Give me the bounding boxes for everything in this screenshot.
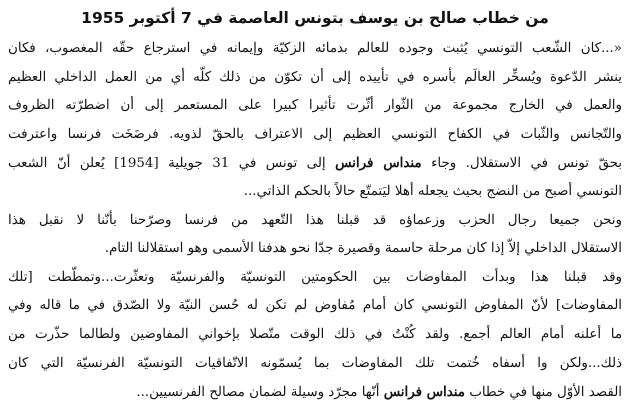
text-line: ينشر الدّعوة ويُسخِّر العالَم بأسره في تأييده إلى أن تكوّن من ذلك كلّه أي من العمل الداخلي العظيم — [8, 69, 622, 85]
bold-name: منداس فرانس — [383, 384, 465, 401]
text-line: ذلك...ولكن وا أسفاه خُتمت تلك المفاوضات بما يُسمّونه الاتّفاقيات التونسيّة الفرنسيّة التي كان — [8, 355, 622, 371]
text-line: التونسي أصبح من النضج بحيث يجعله أهلا ليَتمتّع حالاً بالحكم الذاتي... — [243, 183, 622, 199]
text-line: ما أعلنه أمام العالم أجمع. ولقد كُنْتُ في ذلك الوقت متّصلا بإخواني المفاوضين ولطالما حذّرت من — [8, 326, 622, 342]
text-line: الاستقلال الداخلي إلاّ إذا كان مرحلة حاسمة وقصيرة جدّا نحو هدفنا الأسمى وهو استقلالنا التام. — [104, 241, 622, 257]
text-line: «...كان الشّعب التونسي يُثبت وجوده للعالم بدمائه الزكيّة وإيمانه في استرجاع حقّه المغصوب، فكان — [8, 41, 622, 56]
text-line: بحقّ تونس في الاستقلال. وجاء منداس فرانس إلى تونس في 31 جويلية [1954] يُعلن أنّ الشعب — [8, 155, 622, 172]
text-line: القصد الأوّل منها في خطاب منداس فرانس أنّها مجرّد وسيلة لضمان مصالح الفرنسيين... — [136, 384, 622, 401]
text-line: والتّجانس والثّبات في الكفاح التونسي العظيم إلى الاعتراف بالحقّ لذويه. فرضَخَت فرنسا واعترفت — [8, 126, 622, 142]
quote-body — [8, 35, 622, 407]
document-title: من خطاب صالح بن يوسف بتونس العاصمة في 7 أكتوبر 1955 — [81, 9, 549, 27]
text-line: المفاوضات] لأنّ المفاوض التونسي كان أمام مُفاوض لم تكن له حُسن النيّة ولا الصّدق في ما قاله وفي — [8, 298, 622, 314]
text-line: والعمل في الخارج مجموعة من الثّوار أثّرت تأثيرا كبيرا على المستعمر إلى أن اضطرّته الظروف — [8, 98, 622, 114]
text-line: وقد قبلنا هذا وبدأت المفاوضات بين الحكومتين التونسيّة والفرنسيّة وتعثّرت...وتمطّطت [تلك — [8, 269, 622, 285]
bold-name: منداس فرانس — [335, 155, 422, 172]
text-line: ونحن جميعا رجال الحزب وزعماؤه قد قبلنا هذا التّعهد من فرنسا وصرّحنا بأنّنا لا نقبل هذا — [8, 212, 622, 228]
